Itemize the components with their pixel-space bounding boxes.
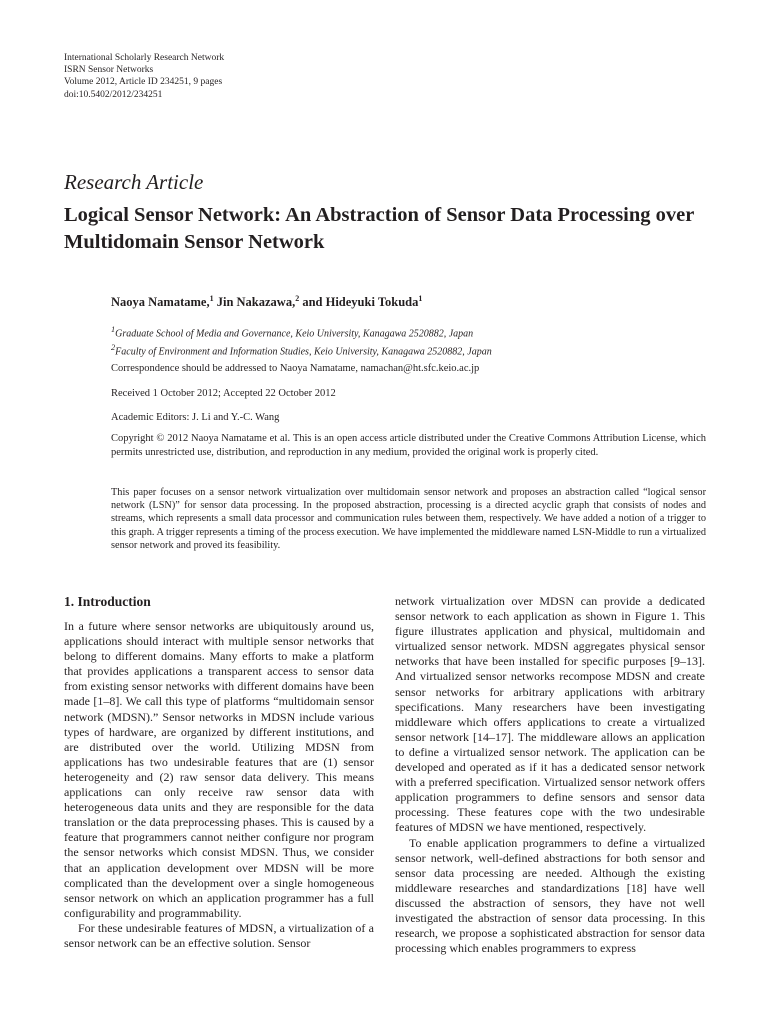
author-name: Naoya Namatame, <box>111 295 210 310</box>
affiliation-item <box>111 323 706 341</box>
author-name: Jin Nakazawa, <box>216 295 296 310</box>
affiliation-mark: 2 <box>111 342 116 352</box>
author-affil-mark: 1 <box>209 294 214 303</box>
journal-doi: doi:10.5402/2012/234251 <box>64 89 163 100</box>
journal-header <box>64 52 224 101</box>
body-paragraph: In a future where sensor networks are ubiquitously around us, applications should interact with multiple sensor networks that belong to different domains. Many efforts to make a platform that provides applications a transparent access to sensor data from existing sensor networks with different domains have been made [1–8]. We call this type of platforms “multidomain sensor network (MDSN).” Sensor networks in MDSN include various types of hardware, are organized by different institutions, and are distributed over the world. Utilizing MDSN from applications has two undesirable features that are (1) sensor heterogeneity and (2) raw sensor data delivery. This means applications can only receive raw sensor data with heterogeneous data units and they are responsible for the data translation or the data preprocessing phases. This is caused by a feature that programmers cannot neither configure nor program the sensor networks which consist MDSN. Thus, we consider that an application development over MDSN will be more complicated than the development over a single homogeneous sensor network on which an application programmer has a full configurability and programmability. <box>64 619 374 920</box>
paper-title: Logical Sensor Network: An Abstraction of Sensor Data Processing over Multidomain Sensor Network <box>64 204 694 253</box>
abstract: This paper focuses on a sensor network virtualization over multidomain sensor network and proposes an abstraction called “logical sensor network (LSN)” for sensor data processing. In the proposed abstraction, processing is a directed acyclic graph that consists of nodes and streams, which represents a small data processor and communication rules between them, respectively. We have added a notion of a trigger to this graph. A trigger represents a timing of the process execution. We have implemented the middleware named LSN-Middle to run a virtualized sensor network and proved its feasibility. <box>111 487 706 551</box>
body-column-left <box>64 594 374 951</box>
body-paragraph: To enable application programmers to define a virtualized sensor network, well-defined abstractions for both sensor and sensor data processing are needed. Although the existing middleware researches and standardizations [18] have well discussed the abstraction of sensors, they have not well investigated the abstraction of sensor data processing. In this research, we propose a sophisticated abstraction for sensor data processing which enables programmers to express <box>395 835 705 956</box>
affiliation-text: Faculty of Environment and Information Studies, Keio University, Kanagawa 2520882, Japan <box>115 346 492 358</box>
author-name: Hideyuki Tokuda <box>325 295 419 310</box>
body-paragraph: network virtualization over MDSN can provide a dedicated sensor network to each application as shown in Figure 1. This figure illustrates application and physical, multidomain and virtualized sensor network. MDSN aggregates physical sensor networks that have been installed for specific purposes [9–13]. And virtualized sensor networks recompose MDSN and create sensor networks for arbitrary applications with arbitrary specifications. Many researchers have been investigating middleware which offers applications to create a virtualized sensor network [14–17]. The middleware allows an application to define a virtualized sensor network. The application can be developed and operated as if it has a dedicated sensor network with a preferred specification. Virtualized sensor network offers application programmers to define sensors and sensor data processing. These features cope with the two undesirable features of MDSN we have mentioned, respectively. <box>395 594 705 835</box>
journal-network: International Scholarly Research Network <box>64 53 225 63</box>
affiliation-mark: 1 <box>111 325 116 334</box>
affiliation-text: Graduate School of Media and Governance, Keio University, Kanagawa 2520882, Japan <box>115 328 474 340</box>
affiliation-item <box>111 341 706 359</box>
body-paragraph: For these undesirable features of MDSN, a virtualization of a sensor network can be an effective solution. Sensor <box>64 920 374 950</box>
copyright-notice: Copyright © 2012 Naoya Namatame et al. This is an open access article distributed under the Creative Commons Attribution License, which permits unrestricted use, distribution, and reproduction in any medium, provided the original work is properly cited. <box>111 433 706 458</box>
journal-volume: Volume 2012, Article ID 234251, 9 pages <box>64 77 223 88</box>
author-list <box>111 292 706 310</box>
received-dates: Received 1 October 2012; Accepted 22 October 2012 <box>111 388 336 399</box>
affiliations <box>111 323 706 359</box>
section-heading: 1. Introduction <box>64 594 151 609</box>
academic-editors: Academic Editors: J. Li and Y.-C. Wang <box>111 412 280 423</box>
correspondence-text: Correspondence should be addressed to Naoya Namatame, <box>111 363 358 374</box>
author-affil-mark: 1 <box>418 294 423 303</box>
article-type: Research Article <box>64 170 204 194</box>
correspondence-email[interactable]: namachan@ht.sfc.keio.ac.jp <box>360 363 480 374</box>
correspondence <box>111 362 706 376</box>
body-column-right <box>395 594 705 956</box>
authors-conjunction: and <box>302 295 323 310</box>
author-affil-mark: 2 <box>295 294 300 303</box>
journal-name: ISRN Sensor Networks <box>64 65 154 76</box>
